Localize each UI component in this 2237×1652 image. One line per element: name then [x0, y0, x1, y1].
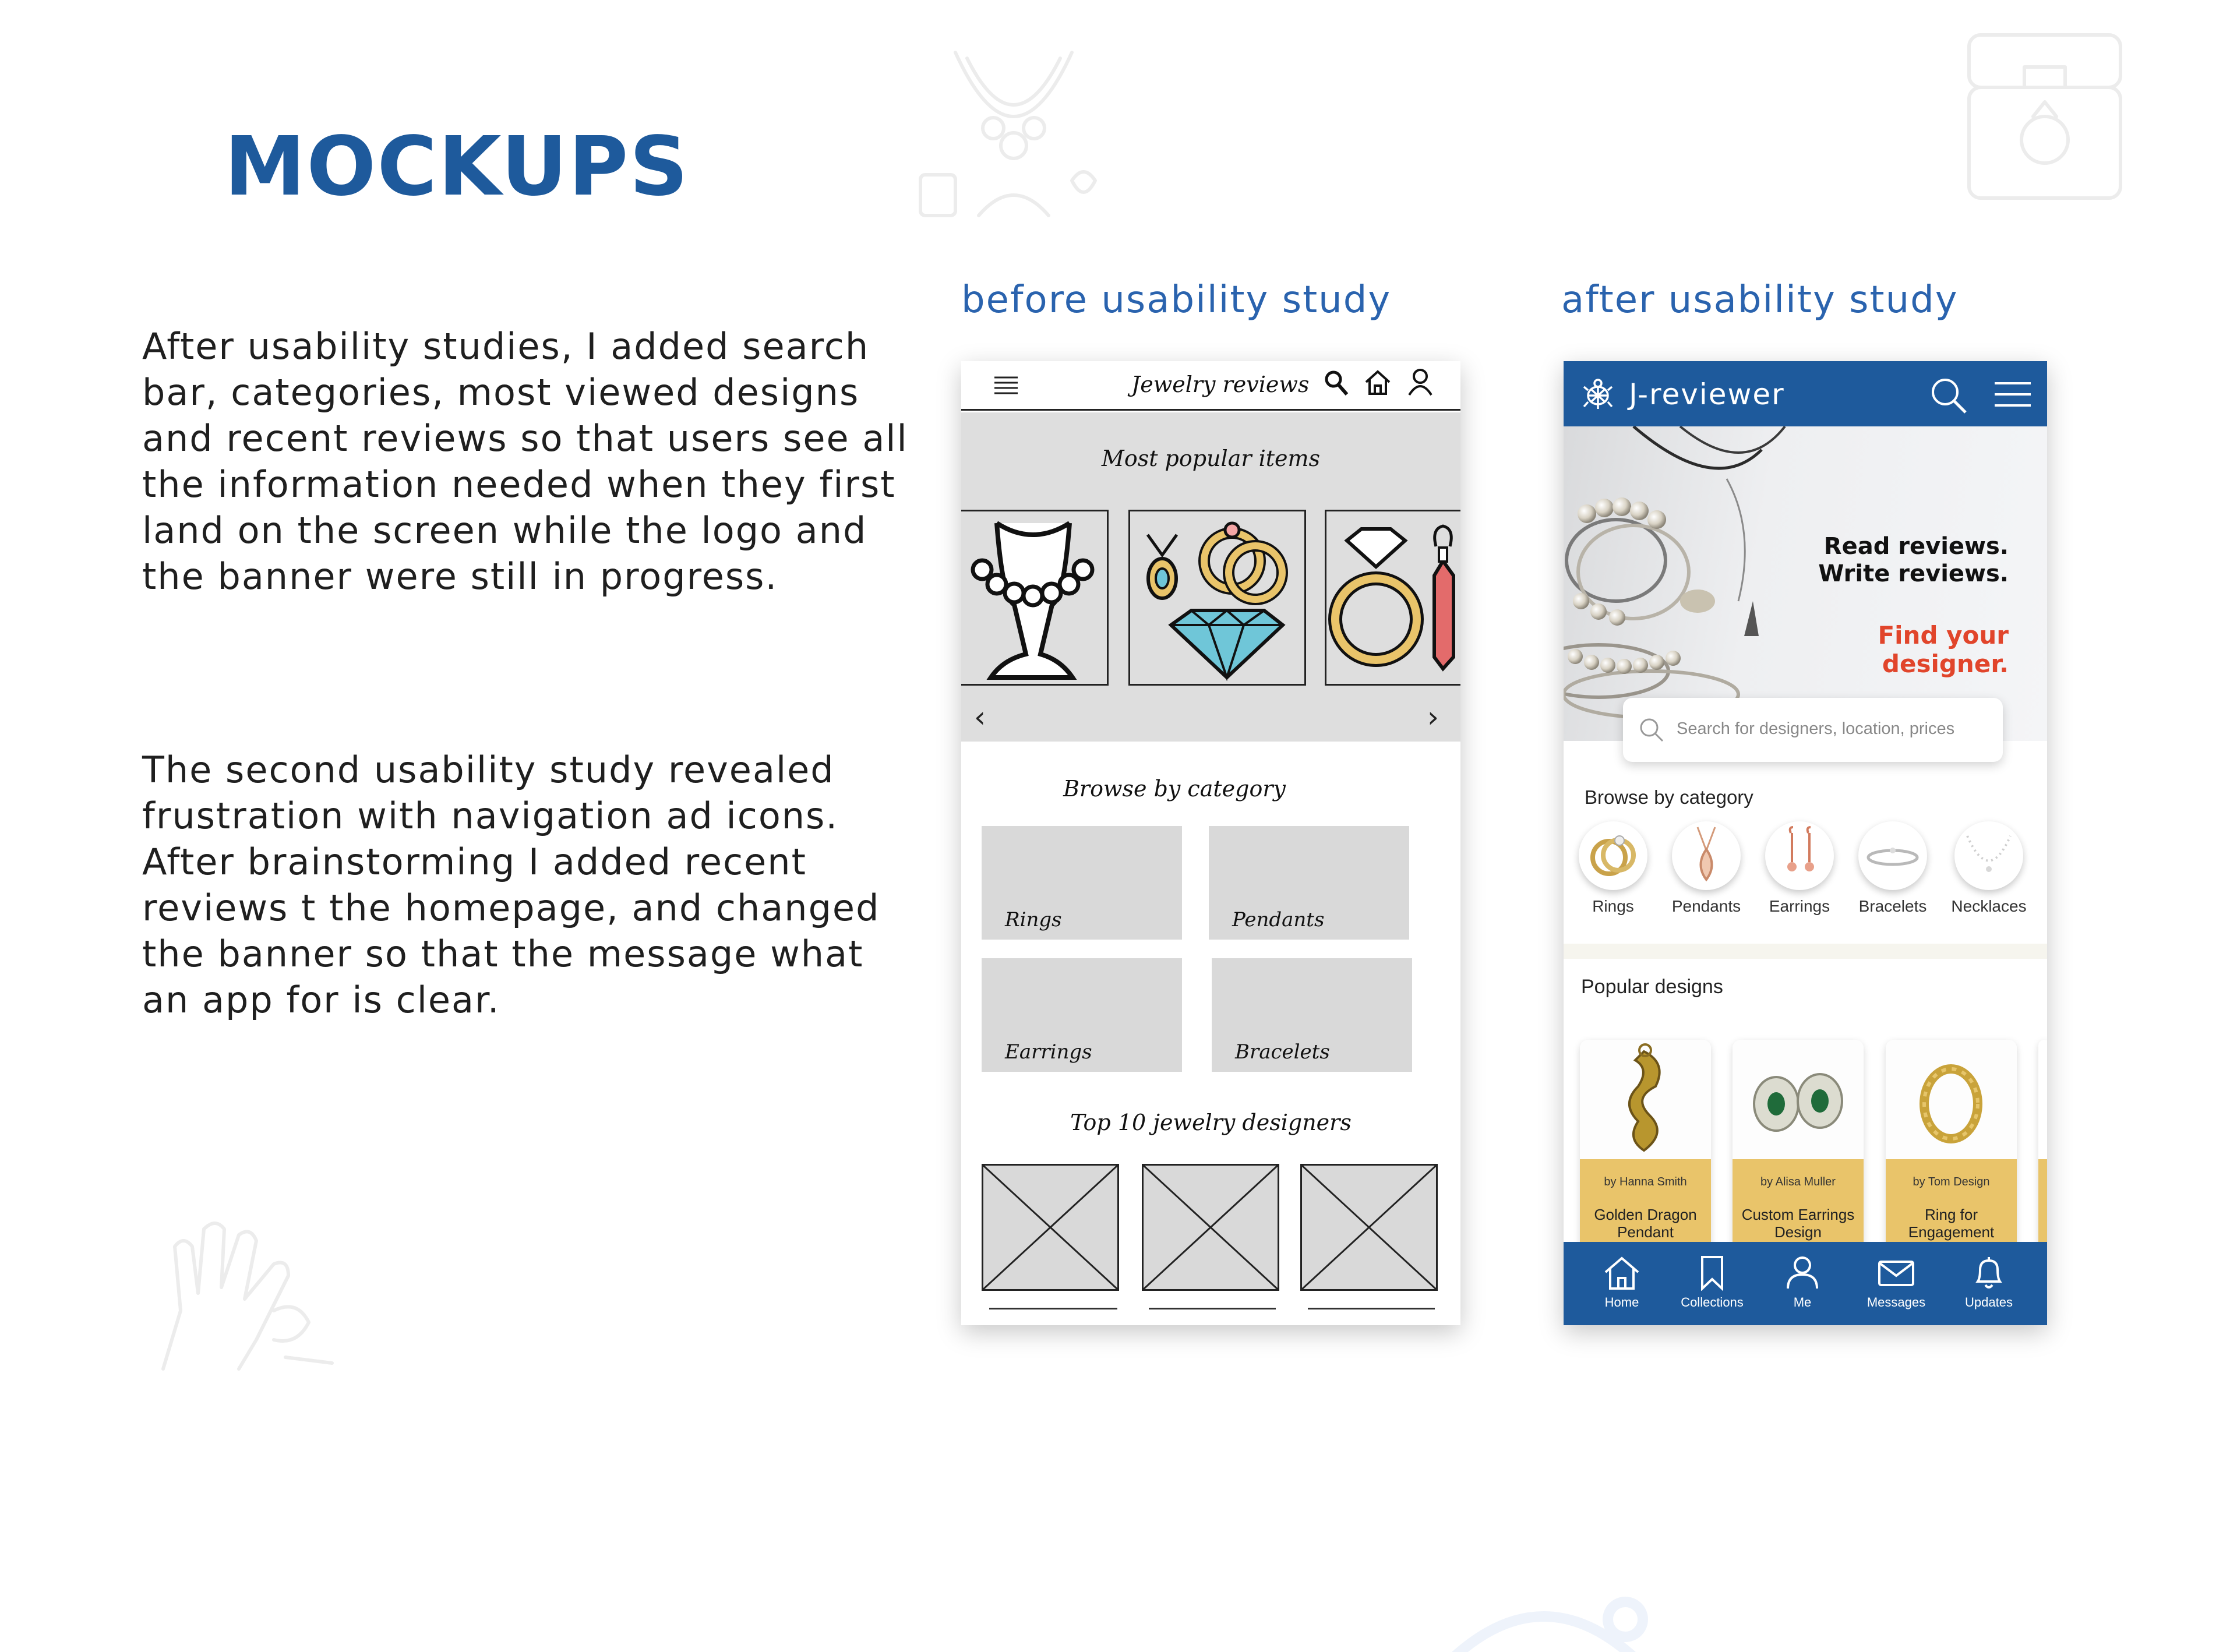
menu-icon[interactable] — [1995, 381, 2031, 408]
necklace-icon — [1954, 821, 2023, 890]
tab-messages[interactable] — [1853, 1242, 1940, 1325]
search-icon[interactable] — [1324, 369, 1349, 398]
hand-outline-icon — [140, 1194, 355, 1381]
bracelet-icon — [1858, 821, 1927, 890]
section-divider — [1564, 944, 2047, 959]
category-label: Pendants — [1671, 897, 1741, 915]
designer-placeholder[interactable] — [1300, 1164, 1438, 1291]
search-input[interactable] — [1623, 698, 2003, 762]
search-icon[interactable] — [1929, 376, 1968, 415]
designer-name: by Hanna Smith — [1604, 1176, 1687, 1188]
dragon-pendant-image — [1580, 1040, 1711, 1159]
browse-category-title: Browse by category — [1585, 786, 1753, 808]
menu-icon[interactable] — [993, 374, 1019, 397]
popular-design-card[interactable] — [1580, 1040, 1711, 1249]
bottom-tab-bar — [1564, 1242, 2047, 1325]
category-pendants[interactable] — [1663, 821, 1750, 916]
wireframe-top-designers-title: Top 10 jewelry designers — [1070, 1110, 1352, 1135]
description-paragraph-1: After usability studies, I added search bar, categories, most viewed designs and recent reviews so that users see all the information needed when they first land on the screen while the logo and the banner were still in progress. — [142, 325, 908, 598]
custom-earrings-image — [1733, 1040, 1864, 1159]
necklace-icon — [961, 511, 1109, 686]
category-label: Earrings — [1769, 897, 1830, 915]
category-necklaces[interactable] — [1945, 821, 2033, 916]
tab-label: Messages — [1866, 1295, 1926, 1309]
designer-placeholder[interactable] — [1142, 1164, 1279, 1291]
pendant-icon — [1672, 821, 1741, 890]
design-name: Golden Dragon Pendant — [1594, 1206, 1697, 1241]
necklace-outline-icon — [909, 35, 1118, 221]
engagement-ring-image — [1886, 1040, 2017, 1159]
rings-diamond-icon — [1130, 511, 1306, 686]
page-title: MOCKUPS — [224, 119, 690, 214]
bell-icon — [1970, 1255, 2008, 1291]
banner-headline-2: Write reviews. — [1818, 560, 2009, 587]
turtle-logo-icon — [1581, 377, 1615, 411]
wireframe-header — [961, 361, 1460, 411]
app-name: J-reviewer — [1629, 377, 1785, 411]
mail-icon — [1877, 1255, 1915, 1291]
wireframe-app-title: Jewelry reviews — [1131, 372, 1310, 397]
banner-headline-1: Read reviews. — [1823, 533, 2009, 560]
designer-name-placeholder — [1308, 1308, 1435, 1309]
category-label: Bracelets — [1858, 897, 1927, 915]
tab-updates[interactable] — [1945, 1242, 2033, 1325]
turtle-outline-icon — [1427, 1584, 1660, 1652]
search-icon — [1638, 716, 1665, 743]
tab-label: Me — [1793, 1295, 1812, 1309]
category-tile-rings[interactable]: Rings — [982, 826, 1182, 940]
category-rings[interactable] — [1569, 821, 1657, 916]
tab-home[interactable] — [1578, 1242, 1666, 1325]
banner-cta-2: designer. — [1882, 649, 2009, 678]
popular-designs-title: Popular designs — [1581, 976, 1723, 998]
design-name: Custom Earrings Design — [1741, 1206, 1855, 1241]
tab-label: Collections — [1681, 1295, 1744, 1309]
hero-banner — [1564, 426, 2047, 741]
popular-item-card-necklace[interactable] — [961, 510, 1109, 686]
search-placeholder: Search for designers, location, prices — [1677, 719, 1955, 738]
category-earrings[interactable] — [1756, 821, 1843, 916]
home-icon[interactable] — [1363, 368, 1392, 397]
app-header — [1564, 361, 2047, 426]
designer-name-placeholder — [1149, 1308, 1276, 1309]
category-bracelets[interactable] — [1849, 821, 1936, 916]
rings-icon — [1579, 821, 1647, 890]
tab-me[interactable] — [1759, 1242, 1846, 1325]
ring-box-outline-icon — [1957, 23, 2132, 210]
popular-item-card-ring-earring[interactable] — [1325, 510, 1460, 686]
carousel-next-icon[interactable]: › — [1427, 700, 1439, 734]
earrings-icon — [1765, 821, 1834, 890]
designer-name-placeholder — [989, 1308, 1117, 1309]
wireframe-popular-title: Most popular items — [1101, 446, 1321, 471]
popular-design-card[interactable] — [1733, 1040, 1864, 1249]
banner-cta-1: Find your — [1878, 621, 2009, 649]
category-tile-earrings[interactable]: Earrings — [982, 958, 1182, 1072]
user-icon[interactable] — [1407, 367, 1434, 397]
tab-label: Updates — [1965, 1295, 2013, 1309]
tab-label: Home — [1604, 1295, 1639, 1309]
app-mockup — [1564, 361, 2047, 1325]
carousel-prev-icon[interactable]: ‹ — [974, 700, 986, 734]
designer-placeholder[interactable] — [982, 1164, 1119, 1291]
description-paragraph-2: The second usability study revealed frustration with navigation ad icons. After brainstorming I added recent reviews t the homepage, and changed the banner so that the message what an app for is clear. — [142, 749, 880, 1021]
category-tile-pendants[interactable]: Pendants — [1209, 826, 1409, 940]
category-tile-bracelets[interactable]: Bracelets — [1212, 958, 1412, 1072]
design-name: Ring for Engagement — [1908, 1206, 1995, 1241]
designer-name: by Tom Design — [1913, 1176, 1990, 1188]
tab-collections[interactable] — [1668, 1242, 1756, 1325]
wireframe-mockup — [961, 361, 1460, 1325]
bookmark-icon — [1693, 1255, 1731, 1291]
after-study-label: after usability study — [1561, 278, 1959, 322]
category-label: Rings — [1592, 897, 1634, 915]
category-label: Necklaces — [1951, 897, 2027, 915]
user-icon — [1783, 1255, 1822, 1291]
popular-item-card-rings[interactable] — [1128, 510, 1306, 686]
popular-design-card-partial[interactable] — [2038, 1040, 2047, 1249]
popular-design-card[interactable] — [1886, 1040, 2017, 1249]
ring-earring-icon — [1326, 511, 1460, 686]
home-icon — [1603, 1255, 1641, 1291]
wireframe-browse-title: Browse by category — [1063, 776, 1286, 802]
before-study-label: before usability study — [961, 278, 1392, 322]
designer-name: by Alisa Muller — [1760, 1176, 1836, 1188]
